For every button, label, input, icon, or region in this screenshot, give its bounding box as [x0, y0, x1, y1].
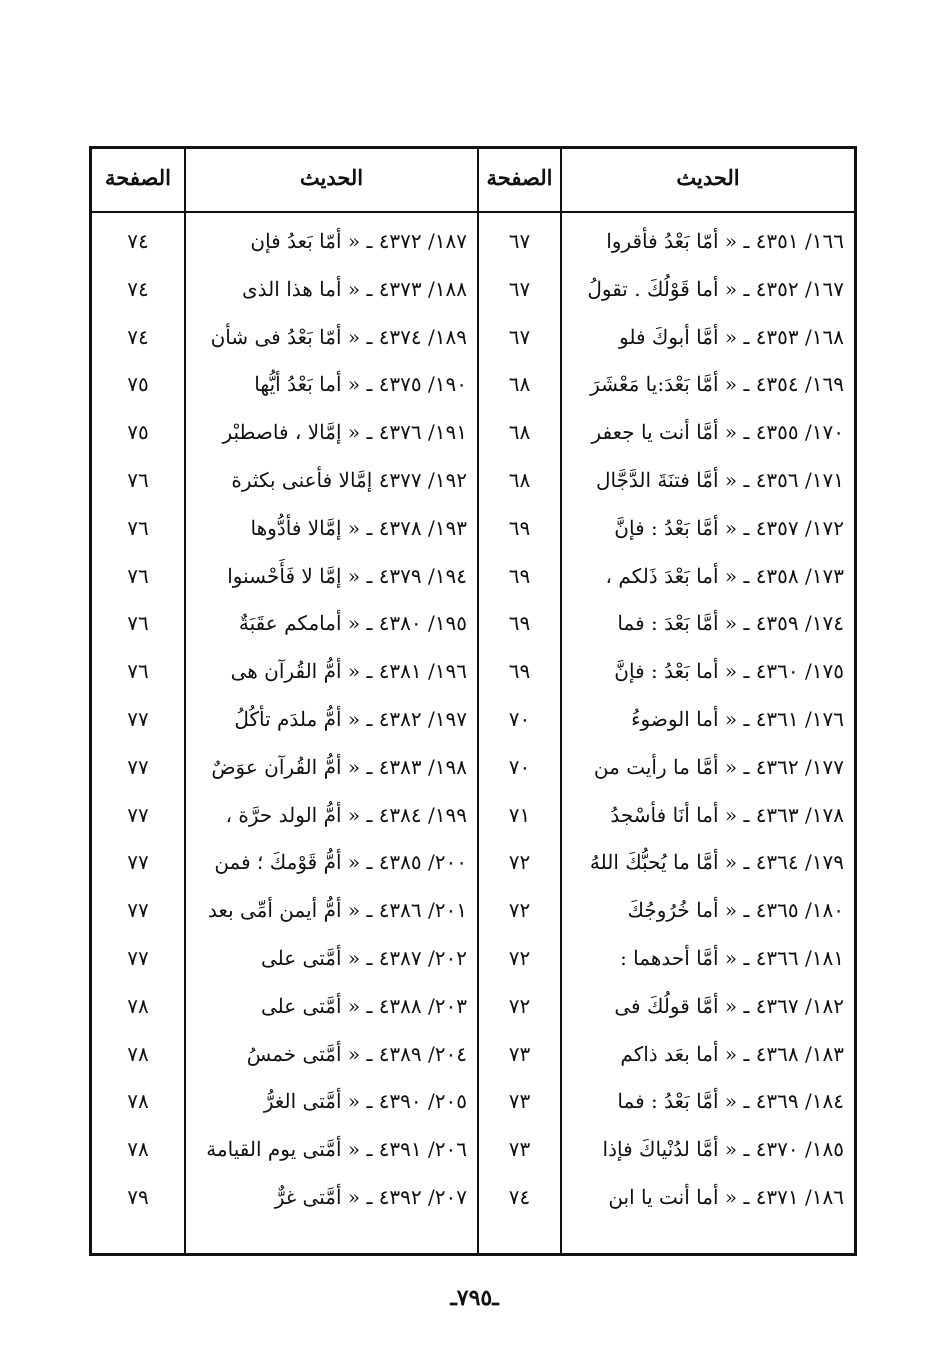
- hadith-entry: ١٩١/ ٤٣٧٦ ـ « إمَّالا ، فاصطبْر: [222, 420, 467, 445]
- hadith-entry: ٢٠٦/ ٤٣٩١ ـ « أمَّتى يوم القيامة: [206, 1137, 467, 1162]
- page-ref: ٧٥: [127, 420, 149, 445]
- page-ref: ٦٨: [508, 420, 531, 445]
- page-ref: ٦٩: [508, 611, 531, 636]
- hadith-entry: ١٦٨/ ٤٣٥٣ ـ « أمَّا أبوكَ فلو: [618, 324, 844, 349]
- hadith-entry: ١٨٨/ ٤٣٧٣ ـ « أما هذا الذى: [242, 276, 467, 301]
- hadith-entry: ١٩٩/ ٤٣٨٤ ـ « أمُّ الولد حرَّة ،: [225, 802, 467, 827]
- hadith-entry: ١٧٦/ ٤٣٦١ ـ « أما الوضوءُ: [631, 707, 844, 731]
- hadith-entry: ١٦٧/ ٤٣٥٢ ـ « أما قَوْلُكَ . تقولُ: [587, 276, 844, 301]
- page-ref: ٧٣: [508, 1137, 531, 1162]
- page-ref: ٧٨: [127, 1041, 149, 1066]
- hadith-entry: ٢٠٠/ ٤٣٨٥ ـ « أمُّ قَوْمكَ ؛ فمن: [214, 850, 467, 875]
- page-ref: ٧٢: [508, 993, 531, 1018]
- page-ref: ٧٠: [508, 754, 531, 779]
- hadith-entry: ٢٠٤/ ٤٣٨٩ ـ « أمَّتى خمسُ: [246, 1041, 467, 1066]
- hadith-entry: ١٦٦/ ٤٣٥١ ـ « أمّا بَعْدُ فأقروا: [606, 229, 844, 253]
- hadith-entry: ١٩٢/ ٤٣٧٧ إمَّالا فأعنى بكثرة: [231, 468, 467, 492]
- page-ref: ٧٧: [127, 850, 149, 875]
- page-ref: ٧٧: [127, 802, 149, 827]
- hadith-entry: ١٩٦/ ٤٣٨١ ـ « أمُّ القُرآن هى: [230, 659, 467, 684]
- page-ref: ٧٧: [127, 946, 149, 970]
- hadith-entry: ١٩٠/ ٤٣٧٥ ـ « أما بَعْدُ أيُّها: [254, 372, 467, 397]
- hadith-entry: ١٧٠/ ٤٣٥٥ ـ « أمَّا أنت يا جعفر: [591, 420, 844, 445]
- header-page-left: الصفحة: [105, 165, 171, 190]
- page-ref: ٧٨: [127, 993, 149, 1018]
- page-ref: ٧٧: [127, 707, 149, 731]
- page-ref: ٧٧: [127, 898, 149, 923]
- hadith-entry: ١٨١/ ٤٣٦٦ ـ « أمَّا أحدهما :: [620, 946, 844, 970]
- page-ref: ٦٧: [508, 276, 531, 301]
- header-divider: [92, 211, 854, 213]
- hadith-entry: ١٧٩/ ٤٣٦٤ ـ « أمَّا ما يُحبُّكَ اللهُ: [589, 850, 844, 875]
- page-ref: ٧٨: [127, 1137, 149, 1162]
- hadith-entry: ١٨٤/ ٤٣٦٩ ـ « أمَّا بَعْدُ : فما: [617, 1089, 844, 1114]
- page-ref: ٧٦: [127, 611, 149, 636]
- page-ref: ٧٦: [127, 563, 149, 588]
- page-ref: ٧٢: [508, 946, 531, 970]
- hadith-entry: ١٨٥/ ٤٣٧٠ ـ « أمَّا لدُنْياكَ فإذا: [602, 1137, 844, 1162]
- hadith-entry: ١٧٥/ ٤٣٦٠ ـ « أما بَعْدُ : فإنَّ: [614, 659, 844, 684]
- hadith-entry: ١٩٥/ ٤٣٨٠ ـ « أمامكم عقَبَةٌ: [238, 611, 467, 636]
- page-ref: ٧٦: [127, 659, 149, 684]
- page-ref: ٦٩: [508, 563, 531, 588]
- page-ref: ٧٢: [508, 898, 531, 923]
- page-ref: ٧٣: [508, 1041, 531, 1066]
- page-ref: ٧٢: [508, 850, 531, 875]
- page-ref: ٧٤: [127, 229, 149, 253]
- hadith-entry: ١٨٦/ ٤٣٧١ ـ « أما أنت يا ابن: [608, 1185, 844, 1209]
- hadith-entry: ١٩٣/ ٤٣٧٨ ـ « إمَّالا فأدُّوها: [250, 515, 467, 540]
- hadith-entry: ١٧٨/ ٤٣٦٣ ـ « أما أنَا فأسْجدُ: [610, 802, 844, 827]
- hadith-entry: ١٩٨/ ٤٣٨٣ ـ « أمُّ القُرآن عوَضٌ: [211, 754, 467, 779]
- hadith-entry: ١٨٣/ ٤٣٦٨ ـ « أما بعَد ذاكم: [620, 1041, 844, 1066]
- page-ref: ٧٤: [127, 324, 149, 349]
- hadith-entry: ٢٠٣/ ٤٣٨٨ ـ « أمَّتى على: [260, 993, 467, 1018]
- hadith-entry: ١٧٢/ ٤٣٥٧ ـ « أمَّا بَعْدُ : فإنَّ: [614, 515, 844, 540]
- page-number: ـ٧٩٥ـ: [450, 1285, 499, 1311]
- hadith-entry: ١٩٤/ ٤٣٧٩ ـ « إمَّا لا فَأَحْسنوا: [227, 563, 467, 588]
- page-ref: ٧١: [508, 802, 531, 827]
- page-ref: ٧٨: [127, 1089, 149, 1114]
- page-ref: ٦٨: [508, 468, 531, 492]
- page-ref: ٧٦: [127, 515, 149, 540]
- hadith-entry: ٢٠٧/ ٤٣٩٢ ـ « أمَّتى غرٌّ: [274, 1185, 467, 1209]
- page-ref: ٦٩: [508, 659, 531, 684]
- page-ref: ٧٤: [127, 276, 149, 301]
- hadith-entry: ٢٠٥/ ٤٣٩٠ ـ « أمَّتى الغرُّ: [263, 1089, 467, 1114]
- header-hadith-right: الحديث: [676, 165, 740, 190]
- hadith-entry: ١٧١/ ٤٣٥٦ ـ « أمَّا فتنَةَ الدَّجَّال: [595, 468, 844, 492]
- hadith-entry: ١٨٢/ ٤٣٦٧ ـ « أمَّا قولُكَ فى: [614, 993, 844, 1018]
- page-ref: ٧٥: [127, 372, 149, 397]
- page-ref: ٦٧: [508, 324, 531, 349]
- hadith-entry: ٢٠٢/ ٤٣٨٧ ـ « أمَّتى على: [260, 946, 467, 970]
- header-page-right: الصفحة: [486, 165, 553, 190]
- header-hadith-left: الحديث: [299, 165, 364, 190]
- hadith-entry: ١٩٧/ ٤٣٨٢ ـ « أمُّ ملدَم تأكُلُ: [234, 707, 467, 731]
- hadith-entry: ١٨٧/ ٤٣٧٢ ـ « أمّا بَعدُ فإن: [250, 229, 467, 253]
- hadith-entry: ١٧٤/ ٤٣٥٩ ـ « أمَّا بَعْدَ : فما: [617, 611, 844, 636]
- page-ref: ٦٨: [508, 372, 531, 397]
- hadith-entry: ١٧٧/ ٤٣٦٢ ـ « أمَّا ما رأيت من: [593, 754, 844, 779]
- hadith-entry: ٢٠١/ ٤٣٨٦ ـ « أمُّ أيمن أمِّى بعد: [207, 898, 467, 923]
- page-ref: ٧٦: [127, 468, 149, 492]
- hadith-entry: ١٨٠/ ٤٣٦٥ ـ « أما خُرُوجُكَ: [627, 898, 844, 923]
- page-ref: ٧٠: [508, 707, 531, 731]
- hadith-entry: ١٨٩/ ٤٣٧٤ ـ « أمّا بَعْدُ فى شأن: [210, 324, 467, 349]
- index-table: [89, 146, 857, 1256]
- hadith-entry: ١٦٩/ ٤٣٥٤ ـ « أمَّا بَعْدَ:يا مَعْشَرَ: [590, 372, 844, 397]
- page-ref: ٧٣: [508, 1089, 531, 1114]
- page-ref: ٧٩: [127, 1185, 149, 1209]
- page-ref: ٦٩: [508, 515, 531, 540]
- page-ref: ٧٧: [127, 754, 149, 779]
- page-ref: ٧٤: [508, 1185, 531, 1209]
- page-ref: ٦٧: [508, 229, 531, 253]
- hadith-entry: ١٧٣/ ٤٣٥٨ ـ « أما بَعْدَ ذَلكم ،: [605, 563, 844, 588]
